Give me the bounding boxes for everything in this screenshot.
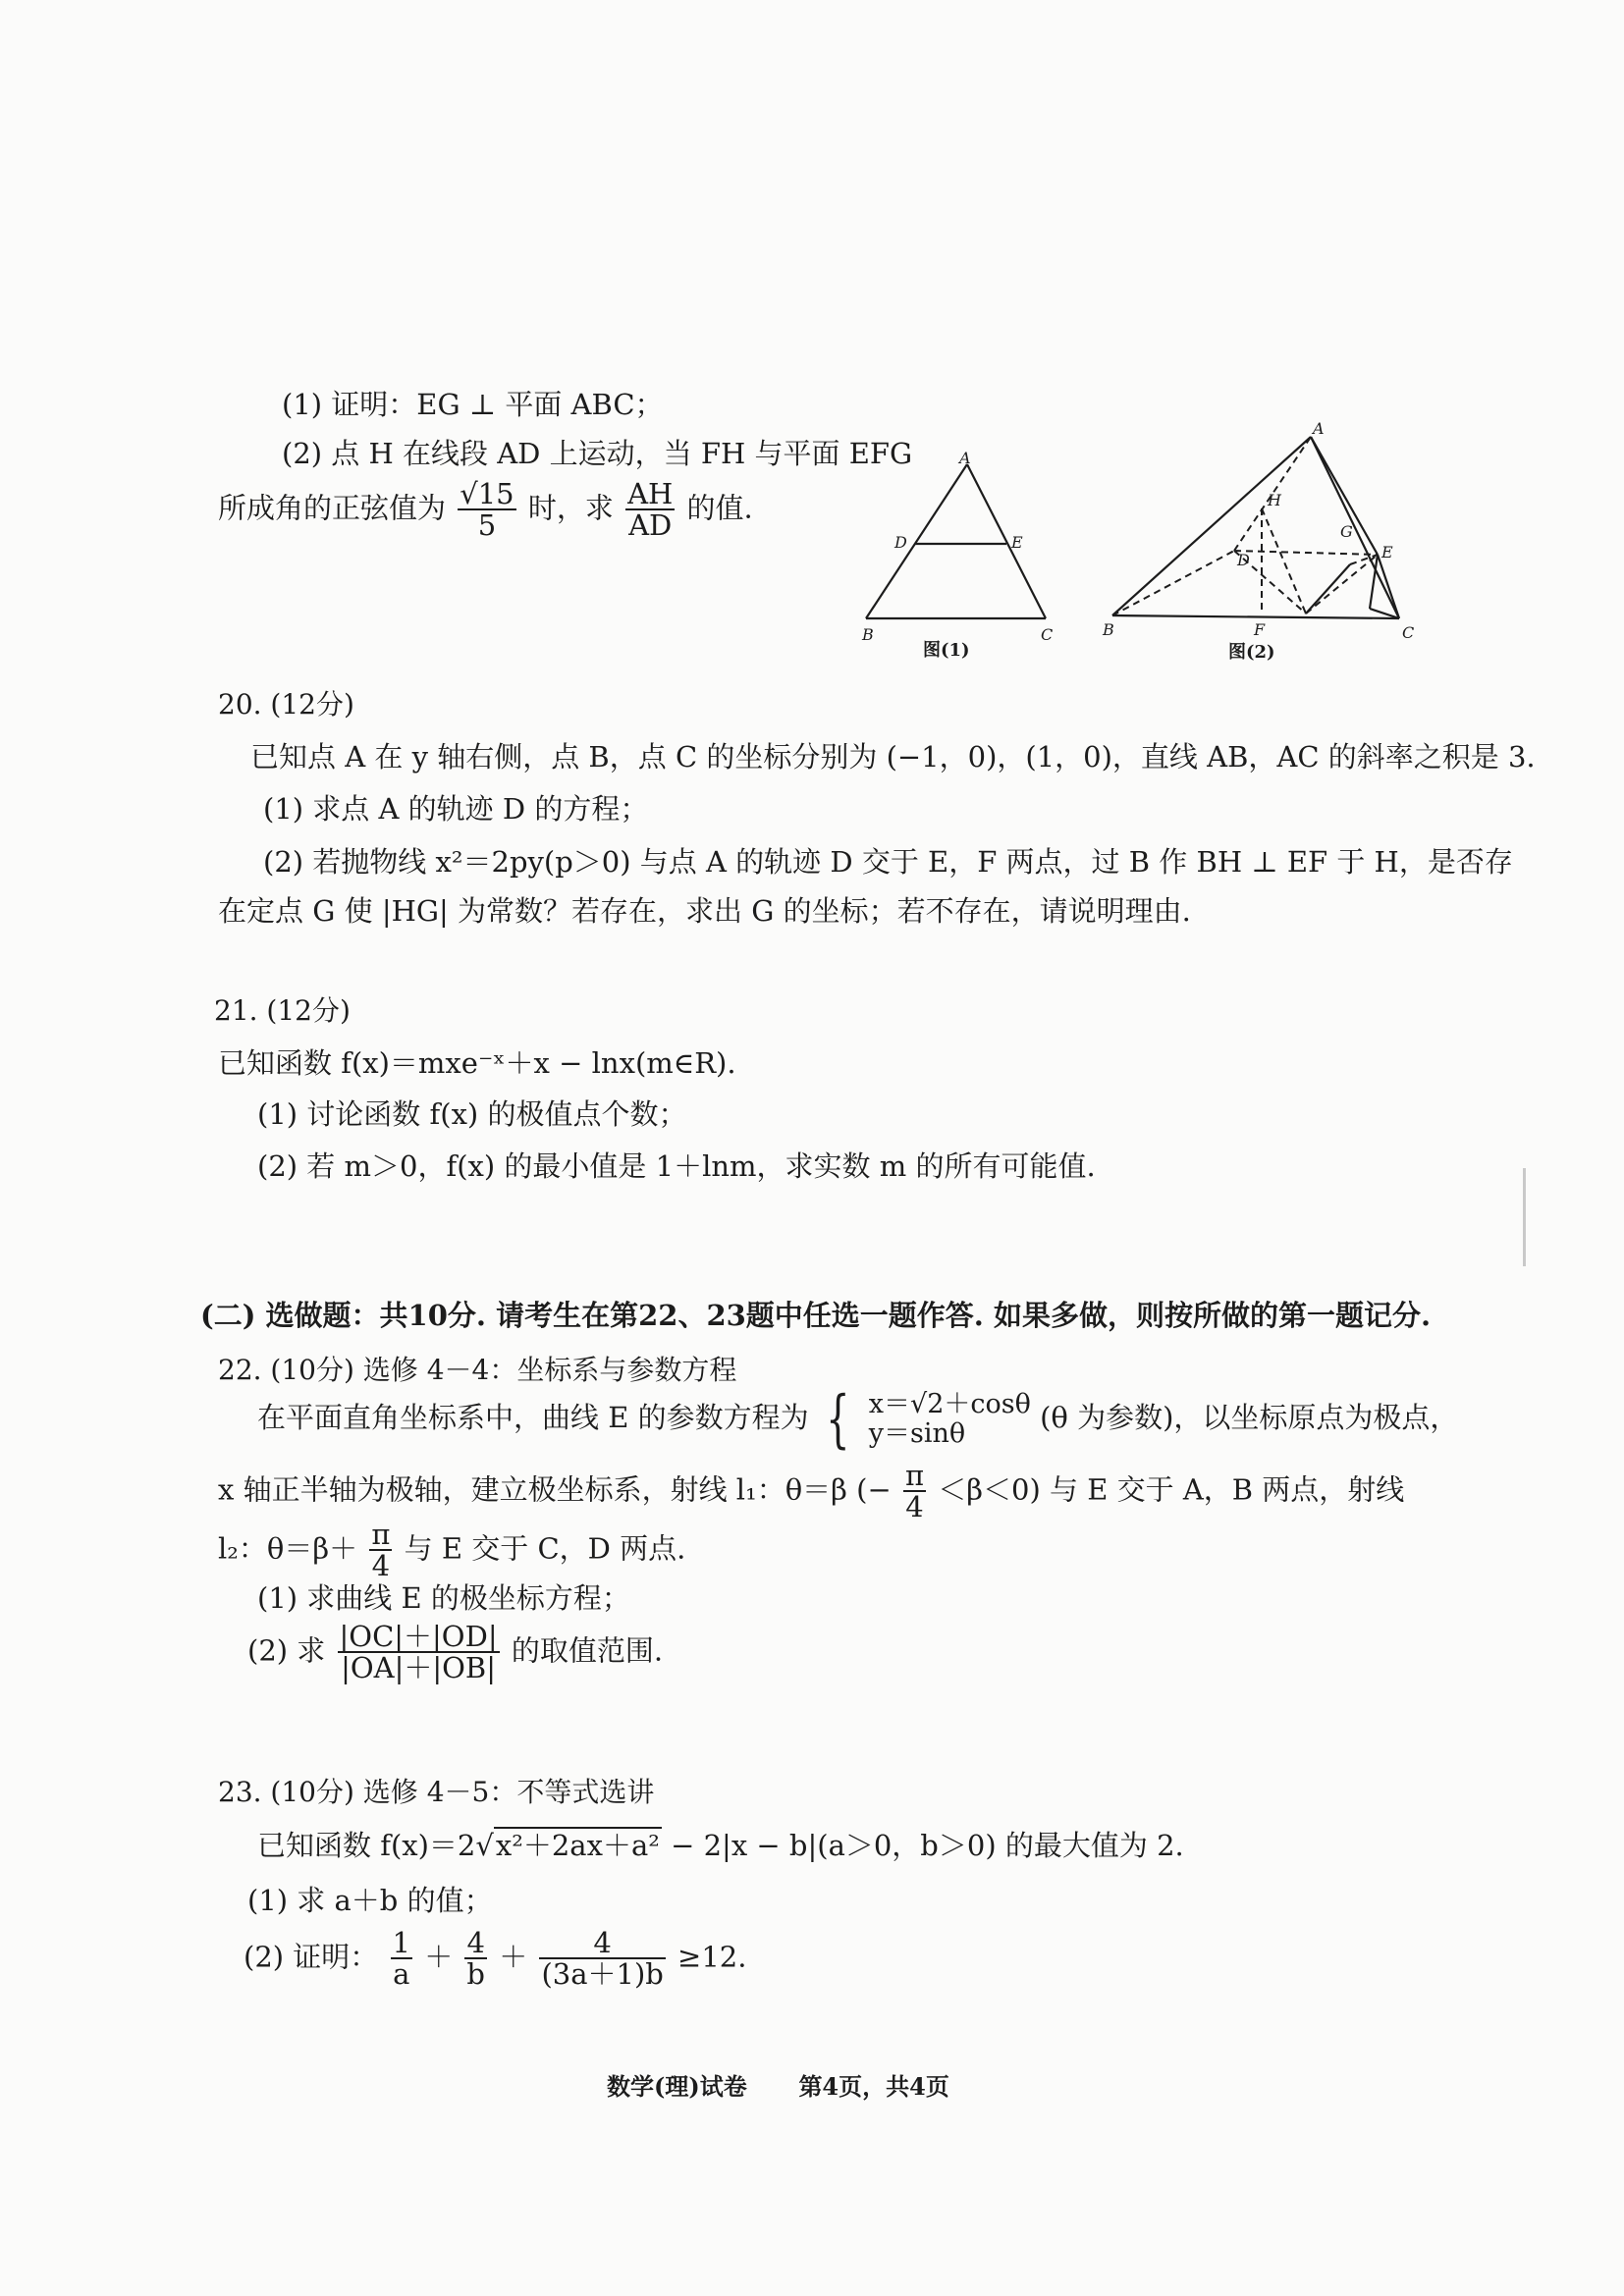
fig2-label-e: E bbox=[1381, 543, 1393, 561]
q22-text: 在平面直角坐标系中，曲线 E 的参数方程为 bbox=[257, 1401, 809, 1434]
q20-header: 20. (12分) bbox=[218, 688, 354, 721]
q22-text: 的取值范围. bbox=[511, 1633, 664, 1668]
fig1-label-b: B bbox=[862, 625, 874, 644]
fraction-numerator: π bbox=[371, 1518, 391, 1551]
q21-part2: (2) 若 m＞0，f(x) 的最小值是 1＋lnm，求实数 m 的所有可能值. bbox=[257, 1149, 1096, 1183]
q22-text: x 轴正半轴为极轴，建立极坐标系，射线 l₁：θ＝β (− bbox=[218, 1472, 892, 1507]
q22-text: (2) 求 bbox=[247, 1633, 326, 1668]
system-brace: { bbox=[825, 1383, 850, 1456]
fraction-denominator: 5 bbox=[477, 508, 497, 543]
q22-line1 bbox=[257, 1383, 1459, 1456]
q20-stem: 已知点 A 在 y 轴右侧，点 B，点 C 的坐标分别为 (−1，0)，(1，0)，直线 AB，AC 的斜率之积是 3. bbox=[250, 740, 1536, 774]
footer bbox=[607, 2067, 949, 2102]
fraction-numerator: √15 bbox=[460, 477, 514, 510]
q23-text: (2) 证明： bbox=[244, 1940, 379, 1974]
q23-text: − 2|x − b|(a＞0，b＞0) 的最大值为 2. bbox=[671, 1829, 1184, 1862]
fig1-label-a: A bbox=[959, 449, 971, 467]
q22-pi-fraction-2 bbox=[369, 1520, 392, 1581]
q21-header: 21. (12分) bbox=[214, 994, 351, 1027]
q21-stem: 已知函数 f(x)＝mxe⁻ˣ＋x − lnx(m∈R). bbox=[218, 1046, 736, 1080]
q22-part1: (1) 求曲线 E 的极坐标方程； bbox=[257, 1581, 630, 1615]
q22-text: (θ 为参数)，以坐标原点为极点， bbox=[1040, 1401, 1459, 1434]
q20-part2-line2: 在定点 G 使 |HG| 为常数？若存在，求出 G 的坐标；若不存在，请说明理由. bbox=[218, 894, 1191, 928]
q19-part1: (1) 证明：EG ⊥ 平面 ABC； bbox=[282, 388, 664, 421]
fig2-label-f: F bbox=[1254, 620, 1266, 639]
q22-header: 22. (10分) 选修 4－4：坐标系与参数方程 bbox=[218, 1354, 737, 1386]
q22-text: l₂：θ＝β＋ bbox=[218, 1531, 358, 1566]
param-eq-y: y＝sinθ bbox=[868, 1418, 966, 1449]
q23-text: ≥12. bbox=[677, 1940, 747, 1974]
q22-text: 与 E 交于 C，D 两点. bbox=[404, 1531, 686, 1566]
fig1-caption: 图(1) bbox=[923, 640, 970, 661]
q23-fraction-3 bbox=[539, 1928, 665, 1990]
scan-mark bbox=[1523, 1168, 1526, 1266]
q19-text: 所成角的正弦值为 bbox=[218, 491, 447, 525]
figure-1-triangle bbox=[844, 447, 1070, 663]
q22-text: ＜β＜0) 与 E 交于 A，B 两点，射线 bbox=[938, 1472, 1405, 1507]
fraction-numerator: |OC|＋|OD| bbox=[339, 1620, 498, 1653]
fig1-label-e: E bbox=[1011, 533, 1023, 552]
fraction-denominator: b bbox=[466, 1957, 485, 1992]
fig2-label-g: G bbox=[1340, 522, 1353, 541]
figure-2-solid bbox=[1095, 417, 1424, 667]
fig2-label-a: A bbox=[1313, 419, 1325, 438]
q19-text: 的值. bbox=[686, 491, 753, 525]
fraction-denominator: (3a＋1)b bbox=[541, 1957, 664, 1992]
q20-part1: (1) 求点 A 的轨迹 D 的方程； bbox=[263, 792, 649, 826]
footer-page-number: 第4页，共4页 bbox=[798, 2072, 949, 2101]
fraction-denominator: |OA|＋|OB| bbox=[341, 1651, 497, 1685]
fig2-label-d: D bbox=[1237, 551, 1250, 569]
q22-param-system bbox=[869, 1390, 1031, 1449]
param-eq-x: x＝√2＋cosθ bbox=[868, 1389, 1031, 1419]
q23-header: 23. (10分) 选修 4－5：不等式选讲 bbox=[218, 1776, 655, 1808]
fraction-numerator: AH bbox=[627, 477, 674, 510]
fig2-caption: 图(2) bbox=[1228, 642, 1275, 663]
q23-fraction-2 bbox=[464, 1928, 487, 1990]
q19-ratio-fraction bbox=[625, 479, 675, 541]
footer-subject: 数学(理)试卷 bbox=[607, 2072, 747, 2101]
q19-part2-line1: (2) 点 H 在线段 AD 上运动，当 FH 与平面 EFG bbox=[282, 437, 913, 470]
fig2-label-b: B bbox=[1103, 620, 1114, 639]
q20-part2-line1: (2) 若抛物线 x²＝2py(p＞0) 与点 A 的轨迹 D 交于 E，F 两点，过 B 作 BH ⊥ EF 于 H，是否存 bbox=[263, 845, 1513, 879]
q23-part2: (2) 证明： $\frac{1}{a}$ ＋ $\frac{4}{b}$ ＋ $\frac{4}{(3a+1)b}$ ≥12. bbox=[244, 1926, 747, 1992]
q23-fraction-1 bbox=[391, 1928, 412, 1990]
fraction-denominator: 4 bbox=[905, 1490, 924, 1524]
fig1-label-d: D bbox=[894, 533, 907, 552]
q22-line3 bbox=[218, 1520, 685, 1581]
q22-line2 bbox=[218, 1461, 1404, 1522]
fig2-label-h: H bbox=[1268, 491, 1281, 509]
q19-part2-line2 bbox=[218, 479, 753, 541]
q23-text: 已知函数 f(x)＝2 bbox=[257, 1829, 476, 1862]
fraction-numerator: π bbox=[904, 1459, 925, 1492]
q22-ratio-fraction bbox=[338, 1622, 500, 1683]
fig1-label-c: C bbox=[1041, 625, 1054, 644]
q22-pi-fraction bbox=[903, 1461, 926, 1522]
section2-header: (二) 选做题：共10分. 请考生在第22、23题中任选一题作答. 如果多做，则按所做的第一题记分. bbox=[200, 1299, 1432, 1332]
radical-sign: √ bbox=[475, 1829, 494, 1862]
q19-text: 时，求 bbox=[527, 491, 614, 525]
q23-part1: (1) 求 a＋b 的值； bbox=[247, 1884, 493, 1917]
fraction-denominator: 4 bbox=[371, 1549, 391, 1583]
q23-stem bbox=[257, 1828, 1184, 1863]
fraction-numerator: 4 bbox=[464, 1928, 487, 1959]
fraction-numerator: 1 bbox=[392, 1926, 410, 1959]
fraction-numerator: 4 bbox=[539, 1928, 665, 1959]
q22-part2 bbox=[247, 1622, 663, 1683]
fraction-denominator: a bbox=[393, 1957, 410, 1992]
q21-part1: (1) 讨论函数 f(x) 的极值点个数； bbox=[257, 1097, 687, 1131]
fraction-denominator: AD bbox=[628, 508, 673, 543]
q19-sine-fraction bbox=[458, 479, 515, 541]
fig2-label-c: C bbox=[1402, 623, 1415, 642]
radicand: x²＋2ax＋a² bbox=[495, 1829, 660, 1862]
